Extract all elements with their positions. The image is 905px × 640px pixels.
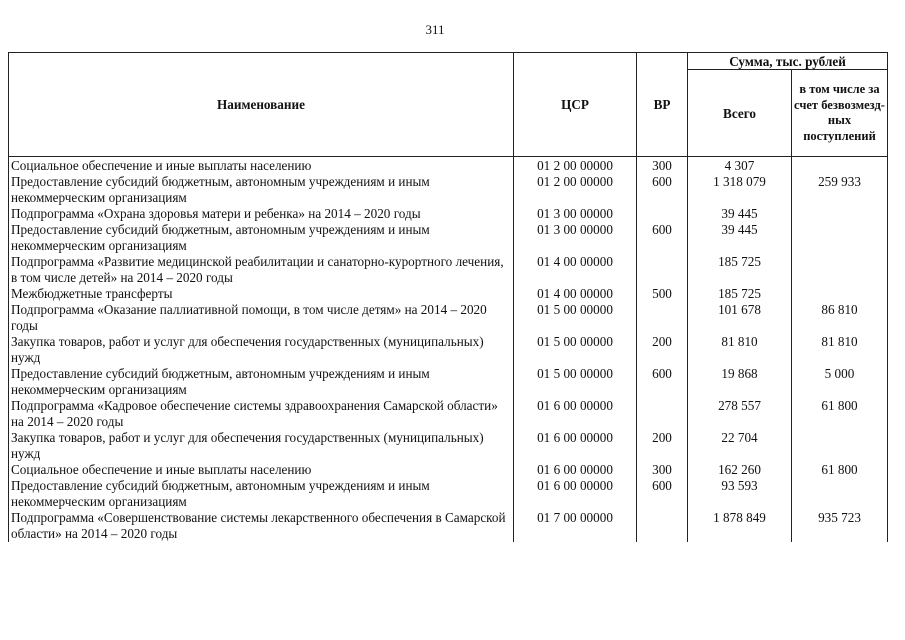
row-name: Подпрограмма «Оказание паллиативной помощи, в том числе детям» на 2014 – 2020 годы — [9, 302, 514, 334]
row-free: 259 933 — [792, 174, 888, 206]
row-name: Подпрограмма «Совершенствование системы лекарственного обеспечения в Самарской области» на 2014 – 2020 годы — [9, 510, 514, 542]
row-vr: 500 — [637, 286, 688, 302]
row-vr: 600 — [637, 174, 688, 206]
header-csr: ЦСР — [514, 53, 637, 157]
budget-table — [8, 52, 888, 542]
header-total: Всего — [688, 70, 792, 157]
row-vr: 600 — [637, 366, 688, 398]
row-vr — [637, 254, 688, 286]
row-total: 39 445 — [688, 206, 792, 222]
row-vr — [637, 510, 688, 542]
row-name: Подпрограмма «Охрана здоровья матери и ребенка» на 2014 – 2020 годы — [9, 206, 514, 222]
row-name: Социальное обеспечение и иные выплаты населению — [9, 462, 514, 478]
row-name: Предоставление субсидий бюджетным, автономным учреждениям и иным некоммерческим организациям — [9, 478, 514, 510]
row-csr: 01 4 00 00000 — [514, 254, 637, 286]
table-row — [9, 254, 888, 286]
table-row — [9, 510, 888, 542]
row-total: 39 445 — [688, 222, 792, 254]
row-free — [792, 286, 888, 302]
table-row — [9, 366, 888, 398]
row-total: 101 678 — [688, 302, 792, 334]
row-free: 61 800 — [792, 398, 888, 430]
row-total: 162 260 — [688, 462, 792, 478]
row-csr: 01 3 00 00000 — [514, 206, 637, 222]
row-csr: 01 6 00 00000 — [514, 430, 637, 462]
row-vr — [637, 206, 688, 222]
row-total: 19 868 — [688, 366, 792, 398]
header-name: Наименование — [9, 53, 514, 157]
row-csr: 01 6 00 00000 — [514, 462, 637, 478]
row-total: 185 725 — [688, 286, 792, 302]
row-total: 22 704 — [688, 430, 792, 462]
row-csr: 01 2 00 00000 — [514, 174, 637, 206]
row-vr: 200 — [637, 430, 688, 462]
row-name: Подпрограмма «Развитие медицинской реабилитации и санаторно-курортного лечения, в том числе детей» на 2014 – 2020 годы — [9, 254, 514, 286]
table-row — [9, 478, 888, 510]
table-row — [9, 174, 888, 206]
row-total: 81 810 — [688, 334, 792, 366]
table-row — [9, 430, 888, 462]
table-row — [9, 222, 888, 254]
row-free: 935 723 — [792, 510, 888, 542]
row-free: 86 810 — [792, 302, 888, 334]
row-total: 1 318 079 — [688, 174, 792, 206]
row-name: Предоставление субсидий бюджетным, автономным учреждениям и иным некоммерческим организациям — [9, 366, 514, 398]
row-total: 278 557 — [688, 398, 792, 430]
row-csr: 01 6 00 00000 — [514, 478, 637, 510]
row-name: Подпрограмма «Кадровое обеспечение системы здравоохранения Самарской области» на 2014 – 2020 годы — [9, 398, 514, 430]
row-vr: 300 — [637, 462, 688, 478]
row-total: 185 725 — [688, 254, 792, 286]
row-name: Предоставление субсидий бюджетным, автономным учреждениям и иным некоммерческим организациям — [9, 222, 514, 254]
table-row — [9, 157, 888, 175]
row-csr: 01 4 00 00000 — [514, 286, 637, 302]
row-free — [792, 206, 888, 222]
row-vr — [637, 302, 688, 334]
table-header — [9, 53, 888, 157]
row-free — [792, 157, 888, 175]
row-free — [792, 478, 888, 510]
row-csr: 01 7 00 00000 — [514, 510, 637, 542]
table-body — [9, 157, 888, 543]
row-vr: 600 — [637, 478, 688, 510]
page-number: 311 — [425, 22, 445, 37]
row-total: 4 307 — [688, 157, 792, 175]
row-free: 5 000 — [792, 366, 888, 398]
row-name: Закупка товаров, работ и услуг для обеспечения государственных (муниципальных) нужд — [9, 334, 514, 366]
row-csr: 01 5 00 00000 — [514, 334, 637, 366]
row-free: 61 800 — [792, 462, 888, 478]
row-name: Социальное обеспечение и иные выплаты населению — [9, 157, 514, 175]
row-csr: 01 5 00 00000 — [514, 366, 637, 398]
table-row — [9, 398, 888, 430]
row-vr: 300 — [637, 157, 688, 175]
row-free — [792, 222, 888, 254]
row-vr: 200 — [637, 334, 688, 366]
row-name: Предоставление субсидий бюджетным, автономным учреждениям и иным некоммерческим организациям — [9, 174, 514, 206]
row-free — [792, 254, 888, 286]
table-row — [9, 334, 888, 366]
table-row — [9, 302, 888, 334]
row-vr — [637, 398, 688, 430]
row-name: Межбюджетные трансферты — [9, 286, 514, 302]
row-csr: 01 3 00 00000 — [514, 222, 637, 254]
table-row — [9, 462, 888, 478]
table-row — [9, 206, 888, 222]
row-vr: 600 — [637, 222, 688, 254]
header-vr: ВР — [637, 53, 688, 157]
row-csr: 01 2 00 00000 — [514, 157, 637, 175]
row-csr: 01 6 00 00000 — [514, 398, 637, 430]
row-name: Закупка товаров, работ и услуг для обеспечения государственных (муниципальных) нужд — [9, 430, 514, 462]
row-total: 1 878 849 — [688, 510, 792, 542]
row-free: 81 810 — [792, 334, 888, 366]
table-row — [9, 286, 888, 302]
row-total: 93 593 — [688, 478, 792, 510]
header-sum-group: Сумма, тыс. рублей — [688, 53, 888, 70]
header-free: в том числе за счет безвозмезд-ных поступлений — [792, 70, 888, 157]
row-free — [792, 430, 888, 462]
row-csr: 01 5 00 00000 — [514, 302, 637, 334]
